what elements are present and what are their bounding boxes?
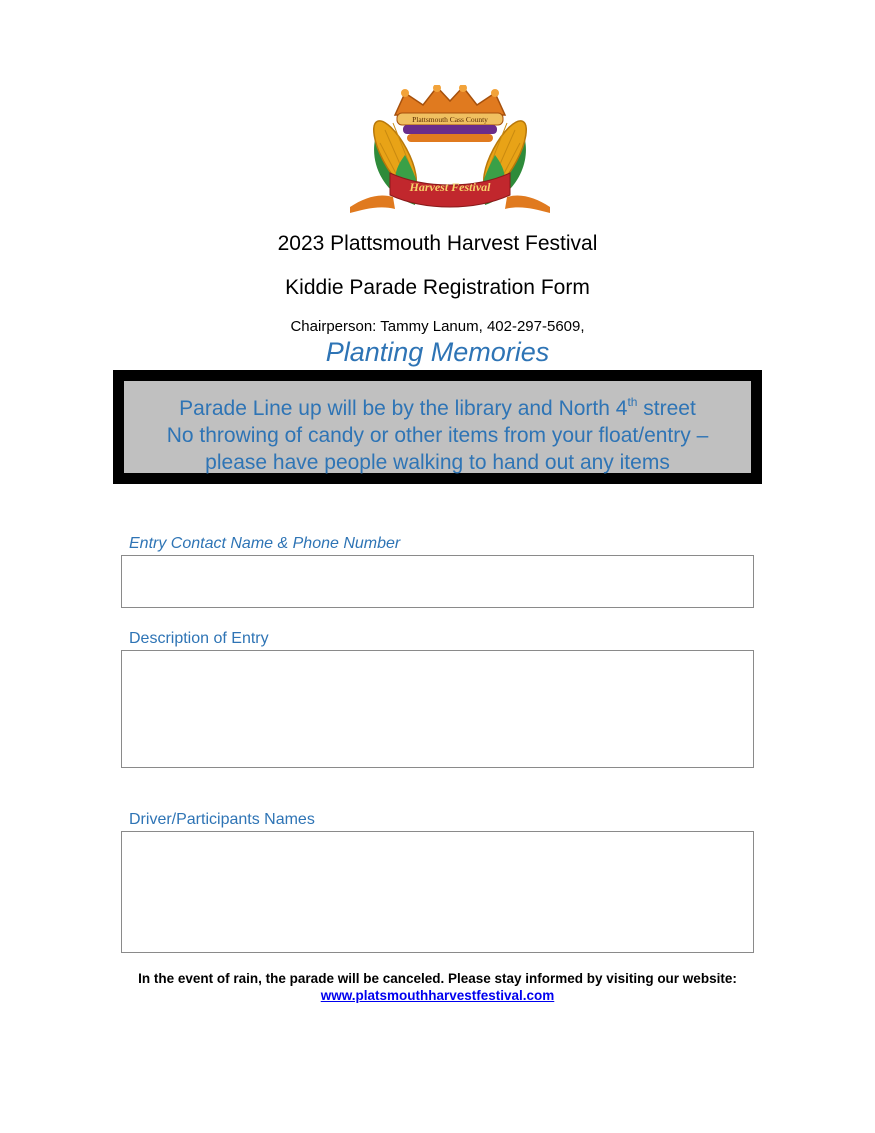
contact-label: Entry Contact Name & Phone Number [129, 535, 401, 552]
chairperson-info: Chairperson: Tammy Lanum, 402-297-5609, [290, 318, 585, 335]
banner-text: Harvest Festival [409, 180, 491, 194]
contact-field[interactable] [121, 555, 754, 608]
parade-notice-text [124, 381, 751, 473]
notice-line-1-text: Parade Line up will be by the library and North 4 [179, 397, 628, 420]
notice-line-1-end: street [637, 397, 696, 420]
participants-field[interactable] [121, 831, 754, 953]
notice-line-1-sup: th [627, 395, 638, 409]
crown-icon [395, 85, 505, 142]
notice-line-3: please have people walking to hand out any items [205, 451, 670, 474]
notice-line-2: No throwing of candy or other items from your float/entry – [166, 424, 709, 447]
parade-notice-box [113, 370, 762, 484]
description-field[interactable] [121, 650, 754, 768]
crown-text: Plattsmouth Cass County [412, 115, 488, 124]
festival-theme: Planting Memories [325, 337, 550, 367]
participants-label: Driver/Participants Names [129, 811, 315, 828]
description-label: Description of Entry [129, 630, 269, 647]
form-subtitle: Kiddie Parade Registration Form [285, 276, 590, 299]
rain-notice: In the event of rain, the parade will be canceled. Please stay informed by visiting our website: [138, 971, 737, 986]
website-link[interactable]: www.platsmouthharvestfestival.com [320, 988, 555, 1003]
notice-line-1 [124, 395, 751, 422]
page-title: 2023 Plattsmouth Harvest Festival [277, 232, 598, 255]
harvest-festival-logo [345, 85, 555, 217]
